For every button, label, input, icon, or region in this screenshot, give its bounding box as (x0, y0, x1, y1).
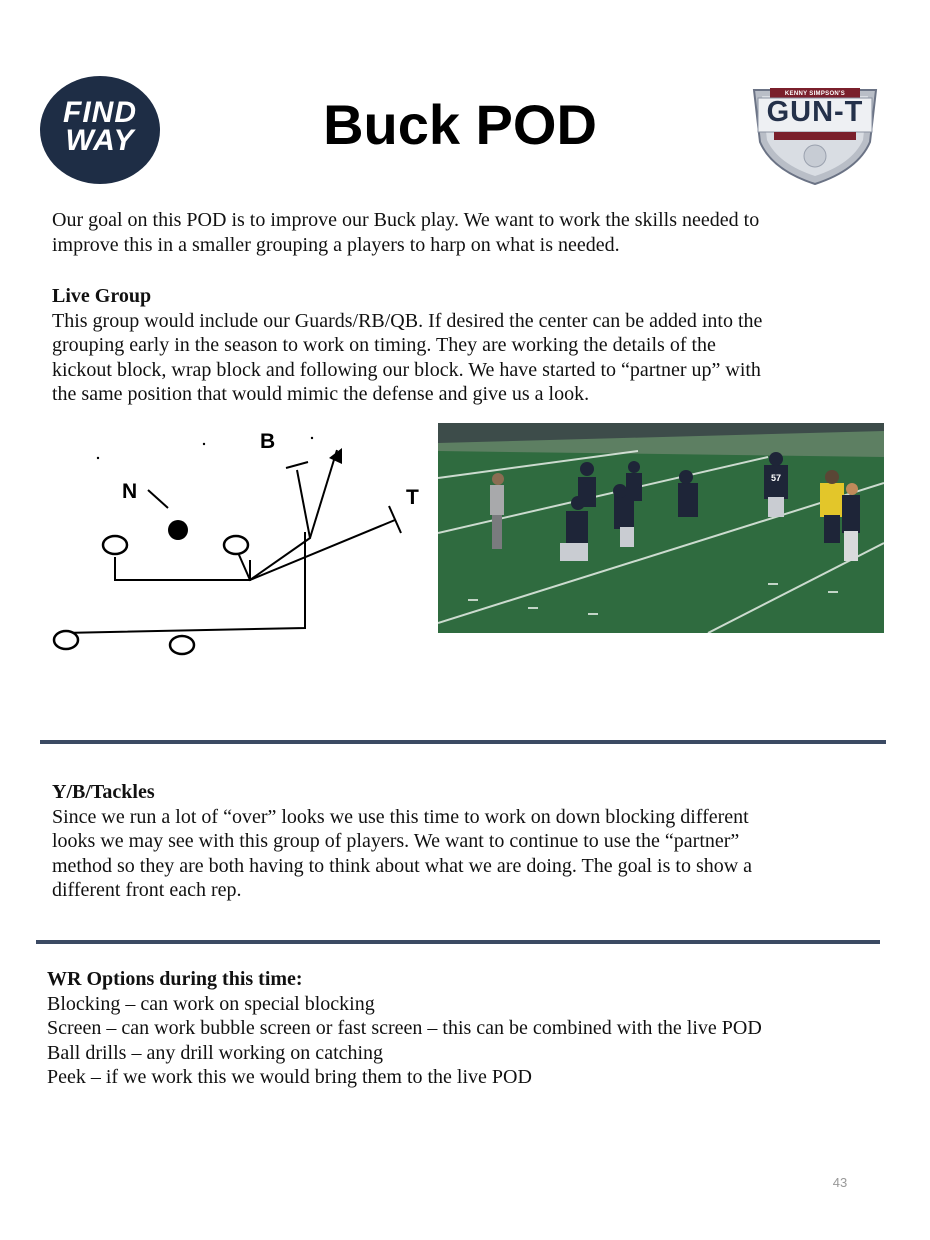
wr-option-line: Ball drills – any drill working on catching (47, 1041, 384, 1064)
route-arrow-line (310, 450, 337, 538)
find-way-logo (40, 76, 160, 184)
gun-t-logo (748, 82, 882, 186)
y-b-tackles-line: different front each rep. (52, 879, 242, 901)
live-group-line: grouping early in the season to work on timing. They are working the details of the (52, 334, 716, 356)
y-b-tackles-section (52, 780, 872, 903)
live-group-line: This group would include our Guards/RB/QB. If desired the center can be added into the (52, 309, 763, 332)
live-group-line: kickout block, wrap block and following our block. We have started to “partner up” with (52, 358, 761, 381)
page-number: 43 (832, 1175, 848, 1190)
intro-line: Our goal on this POD is to improve our Buck play. We want to work the skills needed to (52, 209, 760, 231)
y-b-tackles-line: looks we may see with this group of players. We want to continue to use the “partner” (52, 830, 740, 852)
play-diagram (40, 420, 430, 670)
y-b-tackles-line: Since we run a lot of “over” looks we use this time to work on down blocking different (52, 805, 749, 828)
wr-option-line: Blocking – can work on special blocking (47, 992, 375, 1015)
wrap-path (250, 470, 310, 580)
page-title: Buck POD (323, 93, 597, 156)
wr-options-section (47, 967, 867, 1090)
player-circle (103, 536, 127, 554)
y-b-tackles-line: method so they are both having to think about what we are doing. The goal is to show a (52, 854, 753, 877)
player-circle (170, 636, 194, 654)
player-circle (224, 536, 248, 554)
label-t: T (406, 486, 419, 509)
logo-main-text: GUN-T (766, 96, 864, 128)
live-group-line: the same position that would mimic the defense and give us a look. (52, 383, 590, 405)
intro-paragraph (52, 208, 872, 257)
label-n: N (122, 480, 138, 503)
n-pointer-line (148, 490, 168, 508)
wrap-t-bar (286, 462, 308, 468)
kickout-path (236, 520, 395, 580)
live-group-heading: Live Group (52, 285, 152, 307)
rb-path (62, 532, 305, 633)
practice-photo (438, 423, 884, 633)
player-circle (54, 631, 78, 649)
arrowhead-icon (329, 448, 342, 464)
section-divider (40, 740, 886, 744)
live-group-section (52, 284, 872, 407)
wr-options-heading: WR Options during this time: (47, 968, 303, 990)
logo-line-2: WAY (65, 124, 135, 157)
wr-option-line: Screen – can work bubble screen or fast screen – this can be combined with the live POD (47, 1017, 762, 1039)
label-b: B (260, 430, 276, 453)
kickout-t-bar (389, 506, 401, 533)
logo-top-text: KENNY SIMPSON'S (784, 91, 846, 97)
wr-option-line: Peek – if we work this we would bring them to the live POD (47, 1066, 532, 1088)
defender-dot (168, 520, 188, 540)
y-b-tackles-heading: Y/B/Tackles (52, 781, 155, 803)
guard-block-line (115, 557, 250, 580)
intro-line: improve this in a smaller grouping a players to harp on what is needed. (52, 233, 620, 256)
section-divider (36, 940, 880, 944)
jersey-number: 57 (771, 473, 782, 483)
logo-line-1: FIND (63, 96, 137, 129)
